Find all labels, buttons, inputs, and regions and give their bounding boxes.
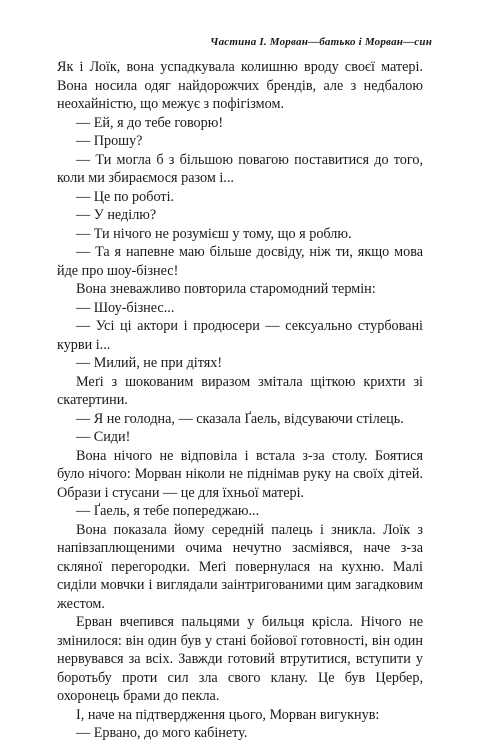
dialogue-line: — Ґаель, я тебе попереджаю...: [76, 503, 260, 519]
dialogue-line: — Усі ці актори і продюсери — сексуально стурбовані курви і...: [57, 318, 423, 353]
paragraph: Вона нічого не відповіла і встала з-за столу. Боятися було нічого: Морван ніколи не піднімав руку на своїх дітей. Образи і стусани — це для їхньої матері.: [57, 447, 423, 501]
paragraph: Як і Лоїк, вона успадкувала колишню вроду своєї матері. Вона носила одяг найдорожчих брендів, але з недбалою неохайністю, що межує з пофігізмом.: [57, 59, 423, 112]
paragraph: Вона зневажливо повторила старомодний термін:: [76, 281, 376, 297]
paragraph: Меґі з шокованим виразом змітала щіткою крихти зі скатертини.: [57, 373, 423, 408]
running-header: Частина І. Морван—батько і Морван—син: [210, 36, 432, 48]
dialogue-line: — Сиди!: [76, 429, 131, 445]
paragraph: І, наче на підтвердження цього, Морван вигукнув:: [76, 706, 380, 723]
dialogue-line: — Шоу-бізнес...: [76, 299, 175, 316]
dialogue-line: — Прошу?: [76, 133, 143, 149]
dialogue-line: — Милий, не при дітях!: [76, 355, 223, 371]
paragraph: Вона показала йому середній палець і зникла. Лоїк з напівзаплющеними очима нечутно засміявся, наче з-за скляної перегородки. Меґі повернулася на кухню. Малі сиділи мовчки і виглядали заінтригованими цим загадковим жестом.: [57, 521, 423, 612]
body-text: [57, 58, 423, 743]
dialogue-line: — Я не голодна, — сказала Ґаель, відсуваючи стілець.: [76, 410, 404, 427]
dialogue-line: — Ервано, до мого кабінету.: [76, 725, 248, 741]
dialogue-line: — Та я напевне маю більше досвіду, ніж ти, якщо мова йде про шоу-бізнес!: [57, 244, 423, 279]
dialogue-line: — Це по роботі.: [76, 188, 175, 205]
paragraph: Ерван вчепився пальцями у бильця крісла. Нічого не змінилося: він один був у стані бойової готовності, він один нервувався за всіх. Завжди готовий втрутитися, вступити у боротьбу проти сил зла свого клану. Це був Цербер, охоронець брами до пекла.: [57, 614, 423, 704]
dialogue-line: — Ей, я до тебе говорю!: [76, 114, 224, 131]
dialogue-line: — Ти могла б з більшою повагою поставитися до того, коли ми збираємося разом і...: [57, 151, 423, 186]
dialogue-line: — Ти нічого не розумієш у тому, що я роблю.: [76, 225, 352, 242]
dialogue-line: — У неділю?: [76, 207, 157, 223]
